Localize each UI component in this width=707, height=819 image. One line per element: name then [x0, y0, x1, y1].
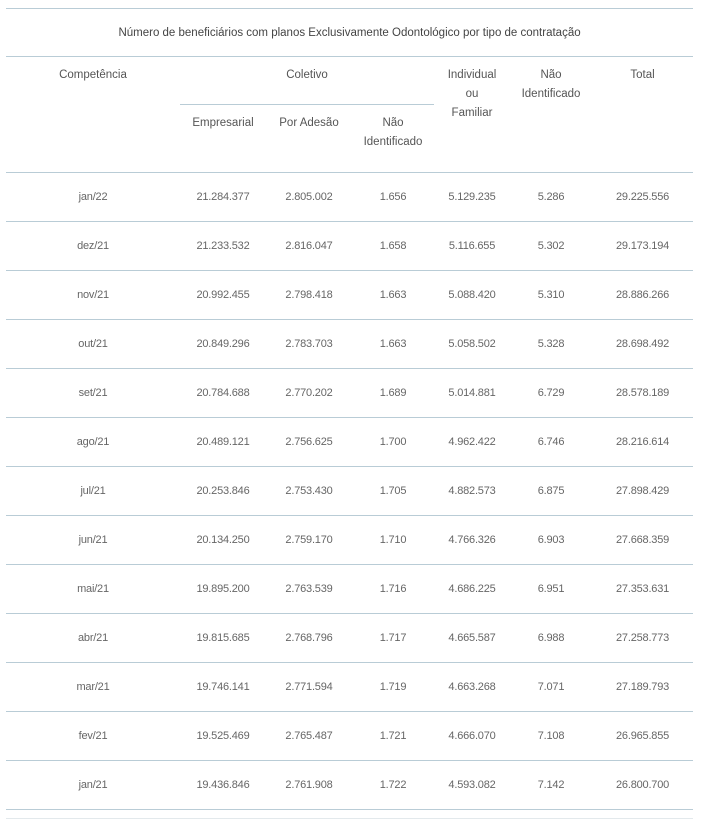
cell-total: 27.258.773	[592, 614, 693, 663]
cell-nao-id-coletivo: 1.656	[352, 173, 434, 222]
cell-competencia: mar/21	[6, 663, 180, 712]
header-row-1	[6, 57, 693, 105]
cell-competencia: nov/21	[6, 271, 180, 320]
cell-por-adesao: 2.756.625	[266, 418, 352, 467]
cell-nao-id: 7.142	[510, 761, 592, 810]
cell-nao-id: 5.286	[510, 173, 592, 222]
cell-nao-id: 5.310	[510, 271, 592, 320]
cell-empresarial: 19.815.685	[180, 614, 266, 663]
cell-individual: 4.882.573	[434, 467, 510, 516]
cell-competencia: jan/22	[6, 173, 180, 222]
cell-competencia: jul/21	[6, 467, 180, 516]
cell-nao-id: 6.951	[510, 565, 592, 614]
cell-competencia: jun/21	[6, 516, 180, 565]
table-row	[6, 712, 693, 761]
cell-individual: 4.962.422	[434, 418, 510, 467]
table-title-row	[6, 9, 693, 57]
cell-competencia: jan/21	[6, 761, 180, 810]
cell-individual: 4.593.082	[434, 761, 510, 810]
cell-nao-id: 6.988	[510, 614, 592, 663]
cell-competencia: set/21	[6, 369, 180, 418]
header-nao-identificado: Não Identificado	[510, 57, 592, 173]
cell-por-adesao: 2.816.047	[266, 222, 352, 271]
beneficiarios-table	[6, 8, 693, 810]
cell-individual: 4.686.225	[434, 565, 510, 614]
cell-por-adesao: 2.805.002	[266, 173, 352, 222]
cell-total: 27.898.429	[592, 467, 693, 516]
cell-individual: 5.116.655	[434, 222, 510, 271]
cell-nao-id-coletivo: 1.717	[352, 614, 434, 663]
cell-nao-id-coletivo: 1.710	[352, 516, 434, 565]
cell-por-adesao: 2.768.796	[266, 614, 352, 663]
header-total: Total	[592, 57, 693, 173]
cell-nao-id-coletivo: 1.716	[352, 565, 434, 614]
table-row	[6, 565, 693, 614]
cell-nao-id-coletivo: 1.658	[352, 222, 434, 271]
table-row	[6, 320, 693, 369]
cell-total: 26.800.700	[592, 761, 693, 810]
cell-empresarial: 20.784.688	[180, 369, 266, 418]
cell-por-adesao: 2.761.908	[266, 761, 352, 810]
cell-empresarial: 20.992.455	[180, 271, 266, 320]
header-por-adesao: Por Adesão	[266, 105, 352, 173]
cell-por-adesao: 2.798.418	[266, 271, 352, 320]
cell-por-adesao: 2.753.430	[266, 467, 352, 516]
cell-individual: 5.088.420	[434, 271, 510, 320]
beneficiarios-table-container	[6, 8, 693, 810]
cell-total: 28.886.266	[592, 271, 693, 320]
cell-por-adesao: 2.763.539	[266, 565, 352, 614]
cell-nao-id: 6.903	[510, 516, 592, 565]
cell-nao-id-coletivo: 1.719	[352, 663, 434, 712]
table-row	[6, 516, 693, 565]
cell-empresarial: 19.895.200	[180, 565, 266, 614]
cell-nao-id-coletivo: 1.689	[352, 369, 434, 418]
cell-empresarial: 19.525.469	[180, 712, 266, 761]
cell-total: 27.189.793	[592, 663, 693, 712]
cell-individual: 5.014.881	[434, 369, 510, 418]
cell-nao-id: 7.071	[510, 663, 592, 712]
table-row	[6, 222, 693, 271]
cell-por-adesao: 2.759.170	[266, 516, 352, 565]
cell-competencia: out/21	[6, 320, 180, 369]
cell-total: 27.668.359	[592, 516, 693, 565]
table-row	[6, 614, 693, 663]
cell-empresarial: 20.134.250	[180, 516, 266, 565]
cell-empresarial: 21.284.377	[180, 173, 266, 222]
cell-total: 28.216.614	[592, 418, 693, 467]
table-row	[6, 467, 693, 516]
cell-empresarial: 20.849.296	[180, 320, 266, 369]
header-coletivo: Coletivo	[180, 57, 434, 105]
header-empresarial: Empresarial	[180, 105, 266, 173]
header-nao-identificado-coletivo: Não Identificado	[352, 105, 434, 173]
cell-total: 28.698.492	[592, 320, 693, 369]
table-row	[6, 369, 693, 418]
cell-competencia: mai/21	[6, 565, 180, 614]
cell-por-adesao: 2.771.594	[266, 663, 352, 712]
cell-individual: 4.663.268	[434, 663, 510, 712]
cell-individual: 5.129.235	[434, 173, 510, 222]
cell-nao-id-coletivo: 1.721	[352, 712, 434, 761]
cell-empresarial: 19.746.141	[180, 663, 266, 712]
cell-empresarial: 21.233.532	[180, 222, 266, 271]
cell-total: 29.173.194	[592, 222, 693, 271]
cell-competencia: ago/21	[6, 418, 180, 467]
cell-nao-id: 5.328	[510, 320, 592, 369]
table-row	[6, 663, 693, 712]
cell-nao-id: 6.875	[510, 467, 592, 516]
table-row	[6, 173, 693, 222]
cell-competencia: abr/21	[6, 614, 180, 663]
table-row	[6, 418, 693, 467]
cell-por-adesao: 2.783.703	[266, 320, 352, 369]
cell-competencia: fev/21	[6, 712, 180, 761]
cell-individual: 5.058.502	[434, 320, 510, 369]
cell-individual: 4.666.070	[434, 712, 510, 761]
header-individual-familiar: Individual ou Familiar	[434, 57, 510, 173]
table-row	[6, 271, 693, 320]
cell-por-adesao: 2.765.487	[266, 712, 352, 761]
cell-por-adesao: 2.770.202	[266, 369, 352, 418]
header-competencia: Competência	[6, 57, 180, 173]
cell-empresarial: 19.436.846	[180, 761, 266, 810]
cell-nao-id: 5.302	[510, 222, 592, 271]
cell-total: 26.965.855	[592, 712, 693, 761]
cell-empresarial: 20.489.121	[180, 418, 266, 467]
cell-individual: 4.665.587	[434, 614, 510, 663]
cell-nao-id-coletivo: 1.663	[352, 271, 434, 320]
cell-total: 29.225.556	[592, 173, 693, 222]
cell-nao-id: 6.729	[510, 369, 592, 418]
cell-total: 27.353.631	[592, 565, 693, 614]
cell-nao-id: 6.746	[510, 418, 592, 467]
cell-competencia: dez/21	[6, 222, 180, 271]
table-row	[6, 761, 693, 810]
cell-nao-id-coletivo: 1.722	[352, 761, 434, 810]
cell-nao-id-coletivo: 1.663	[352, 320, 434, 369]
table-body	[6, 173, 693, 810]
cell-individual: 4.766.326	[434, 516, 510, 565]
cell-nao-id-coletivo: 1.700	[352, 418, 434, 467]
cell-nao-id-coletivo: 1.705	[352, 467, 434, 516]
cell-empresarial: 20.253.846	[180, 467, 266, 516]
cell-total: 28.578.189	[592, 369, 693, 418]
table-title: Número de beneficiários com planos Exclusivamente Odontológico por tipo de contratação	[6, 9, 693, 57]
cell-nao-id: 7.108	[510, 712, 592, 761]
